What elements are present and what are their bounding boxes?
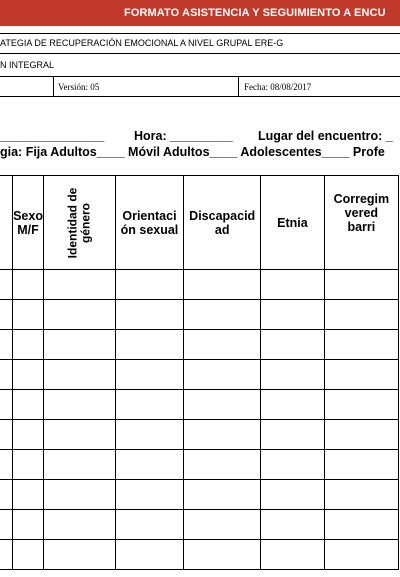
divider bbox=[0, 53, 400, 54]
header-line: Corregim bbox=[333, 192, 390, 206]
table-cell[interactable] bbox=[13, 480, 44, 510]
divider bbox=[0, 33, 400, 34]
program-line: N INTEGRAL bbox=[0, 60, 55, 70]
table-header-row bbox=[0, 176, 399, 270]
table-cell[interactable] bbox=[261, 270, 325, 300]
attendance-table bbox=[0, 175, 399, 570]
table-cell[interactable] bbox=[184, 360, 261, 390]
table-cell[interactable] bbox=[0, 270, 13, 300]
table-cell[interactable] bbox=[324, 450, 398, 480]
table-cell[interactable] bbox=[43, 510, 115, 540]
table-cell[interactable] bbox=[13, 300, 44, 330]
column-header-discapacidad bbox=[184, 176, 261, 270]
table-cell[interactable] bbox=[0, 330, 13, 360]
column-header-blank bbox=[0, 176, 13, 270]
table-cell[interactable] bbox=[184, 540, 261, 570]
table-row bbox=[0, 510, 399, 540]
table-row bbox=[0, 480, 399, 510]
strategy-line: ATEGIA DE RECUPERACIÓN EMOCIONAL A NIVEL GRUPAL ERE-G bbox=[0, 38, 284, 48]
table-row bbox=[0, 330, 399, 360]
table-cell[interactable] bbox=[43, 450, 115, 480]
table-cell[interactable] bbox=[261, 510, 325, 540]
table-row bbox=[0, 450, 399, 480]
table-cell[interactable] bbox=[261, 540, 325, 570]
estrategia-options[interactable]: gia: Fija Adultos____ Móvil Adultos____ Adolescentes____ Profe bbox=[0, 145, 385, 159]
table-cell[interactable] bbox=[184, 300, 261, 330]
date-label: Fecha: 08/08/2017 bbox=[244, 82, 312, 92]
header-line: M/F bbox=[17, 222, 39, 237]
table-row bbox=[0, 420, 399, 450]
table-cell[interactable] bbox=[43, 330, 115, 360]
table-cell[interactable] bbox=[13, 510, 44, 540]
header-line: ad bbox=[214, 222, 230, 237]
table-cell[interactable] bbox=[43, 300, 115, 330]
header-rotated-text bbox=[66, 187, 92, 258]
table-cell[interactable] bbox=[115, 420, 184, 450]
table-cell[interactable] bbox=[261, 450, 325, 480]
table-cell[interactable] bbox=[324, 270, 398, 300]
table-cell[interactable] bbox=[13, 330, 44, 360]
table-cell[interactable] bbox=[184, 390, 261, 420]
table-cell[interactable] bbox=[0, 450, 13, 480]
header-line: Identidad de bbox=[65, 187, 80, 258]
blank-fill-line: _______________ bbox=[0, 129, 105, 143]
form-title-banner bbox=[0, 0, 400, 26]
table-row bbox=[0, 390, 399, 420]
table-cell[interactable] bbox=[261, 360, 325, 390]
table-cell[interactable] bbox=[324, 390, 398, 420]
table-cell[interactable] bbox=[184, 510, 261, 540]
table-cell[interactable] bbox=[261, 390, 325, 420]
table-cell[interactable] bbox=[43, 360, 115, 390]
column-header-sexo bbox=[13, 176, 44, 270]
header-line: Orientaci bbox=[122, 208, 177, 223]
hora-field[interactable]: Hora: _________ bbox=[134, 129, 233, 143]
header-line: vered bbox=[344, 206, 379, 220]
header-line: género bbox=[78, 202, 93, 243]
cell-separator bbox=[238, 76, 239, 96]
table-cell[interactable] bbox=[13, 420, 44, 450]
column-header-orientacion-sexual bbox=[115, 176, 184, 270]
column-header-corregimiento bbox=[324, 176, 398, 270]
table-cell[interactable] bbox=[184, 480, 261, 510]
table-cell[interactable] bbox=[43, 270, 115, 300]
table-cell[interactable] bbox=[13, 540, 44, 570]
table-cell[interactable] bbox=[184, 270, 261, 300]
table-cell[interactable] bbox=[324, 480, 398, 510]
table-cell[interactable] bbox=[324, 300, 398, 330]
table-cell[interactable] bbox=[0, 510, 13, 540]
table-cell[interactable] bbox=[184, 450, 261, 480]
table-cell[interactable] bbox=[324, 330, 398, 360]
table-cell[interactable] bbox=[261, 300, 325, 330]
table-cell[interactable] bbox=[13, 360, 44, 390]
table-cell[interactable] bbox=[13, 270, 44, 300]
table-cell[interactable] bbox=[13, 450, 44, 480]
table-cell[interactable] bbox=[261, 420, 325, 450]
table-cell[interactable] bbox=[115, 300, 184, 330]
table-cell[interactable] bbox=[115, 450, 184, 480]
table-cell[interactable] bbox=[43, 420, 115, 450]
form-title: FORMATO ASISTENCIA Y SEGUIMIENTO A ENCU bbox=[124, 7, 386, 19]
table-cell[interactable] bbox=[0, 390, 13, 420]
table-cell[interactable] bbox=[43, 540, 115, 570]
table-cell[interactable] bbox=[184, 330, 261, 360]
header-line: Discapacid bbox=[189, 208, 256, 223]
header-line: ón sexual bbox=[120, 222, 179, 237]
table-cell[interactable] bbox=[0, 420, 13, 450]
header-line: barri bbox=[347, 220, 376, 234]
column-header-etnia: Etnia bbox=[261, 176, 325, 270]
table-cell[interactable] bbox=[13, 390, 44, 420]
table-cell[interactable] bbox=[0, 300, 13, 330]
table-cell[interactable] bbox=[43, 390, 115, 420]
table-cell[interactable] bbox=[324, 510, 398, 540]
table-row bbox=[0, 270, 399, 300]
table-cell[interactable] bbox=[0, 480, 13, 510]
column-header-identidad-genero bbox=[43, 176, 115, 270]
table-cell[interactable] bbox=[115, 480, 184, 510]
table-cell[interactable] bbox=[261, 330, 325, 360]
header-line: Sexo bbox=[13, 208, 43, 223]
version-label: Versión: 05 bbox=[58, 82, 100, 92]
table-cell[interactable] bbox=[115, 270, 184, 300]
table-cell[interactable] bbox=[0, 540, 13, 570]
table-cell[interactable] bbox=[261, 480, 325, 510]
table-cell[interactable] bbox=[115, 540, 184, 570]
table-cell[interactable] bbox=[115, 510, 184, 540]
cell-separator bbox=[53, 76, 54, 96]
table-cell[interactable] bbox=[184, 420, 261, 450]
table-cell[interactable] bbox=[115, 390, 184, 420]
table-cell[interactable] bbox=[324, 420, 398, 450]
table-cell[interactable] bbox=[324, 360, 398, 390]
table-cell[interactable] bbox=[115, 330, 184, 360]
divider bbox=[0, 76, 400, 77]
table-row bbox=[0, 300, 399, 330]
table-cell[interactable] bbox=[324, 540, 398, 570]
table-cell[interactable] bbox=[0, 360, 13, 390]
table-row bbox=[0, 540, 399, 570]
table-row bbox=[0, 360, 399, 390]
table-cell[interactable] bbox=[115, 360, 184, 390]
divider bbox=[0, 96, 400, 97]
table-cell[interactable] bbox=[43, 480, 115, 510]
lugar-encuentro-field[interactable]: Lugar del encuentro: _ bbox=[258, 129, 393, 143]
